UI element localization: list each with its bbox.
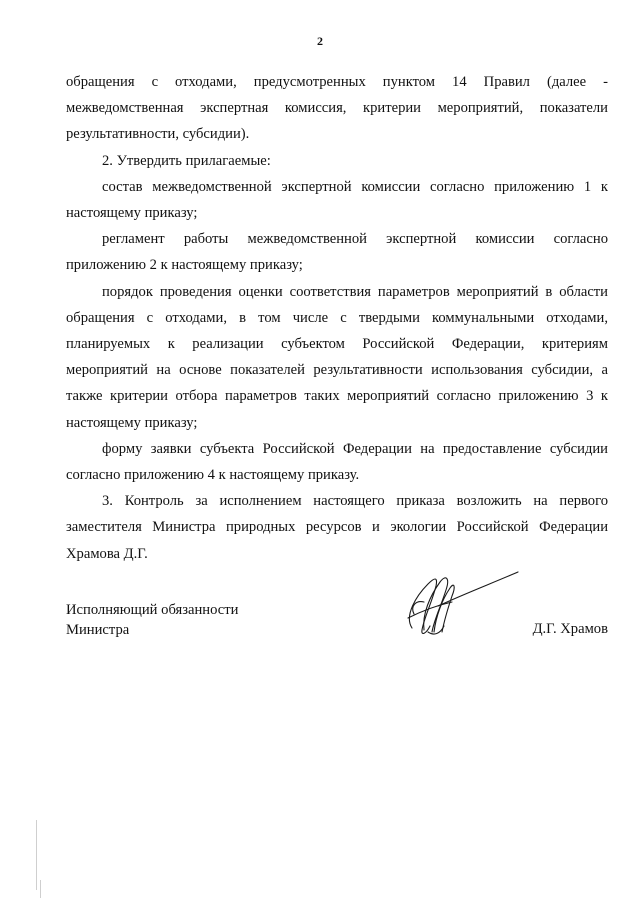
paragraph-application-form: форму заявки субъекта Российской Федерации на предоставление субсидии согласно приложению 4 к настоящему приказу. (66, 440, 608, 484)
paragraph-item-3-control: 3. Контроль за исполнением настоящего приказа возложить на первого заместителя Министра природных ресурсов и экологии Российской Федерации Храмова Д.Г. (66, 493, 608, 562)
signature-block (66, 600, 608, 660)
handwritten-signature (394, 566, 524, 646)
paragraph-item-2: 2. Утвердить прилагаемые: (102, 152, 271, 169)
signer-position (66, 600, 238, 640)
paragraph-commission-composition: состав межведомственной экспертной комиссии согласно приложению 1 к настоящему приказу; (66, 178, 608, 222)
scan-artifact-line (36, 820, 37, 890)
signer-position-line-1: Исполняющий обязанности (66, 602, 239, 618)
signer-name: Д.Г. Храмов (532, 621, 608, 637)
paragraph-assessment-procedure: порядок проведения оценки соответствия параметров мероприятий в области обращения с отходами, в том числе с твердыми коммунальными отходами, планируемых к реализации субъектом Российской Федерации, критериям мероприятий на основе показателей результативности использования субсидии, а также критерии отбора параметров таких мероприятий согласно приложению 3 к настоящему приказу; (66, 283, 608, 431)
paragraph-commission-regulations: регламент работы межведомственной экспертной комиссии согласно приложению 2 к настоящему приказу; (66, 231, 608, 274)
page-number: 2 (317, 34, 323, 48)
signer-position-line-2: Министра (66, 622, 130, 638)
document-body (66, 69, 608, 567)
scan-artifact-line (40, 880, 41, 898)
paragraph-continuation: обращения с отходами, предусмотренных пунктом 14 Правил (далее - межведомственная экспертная комиссия, критерии мероприятий, показатели результативности, субсидии). (66, 74, 608, 143)
